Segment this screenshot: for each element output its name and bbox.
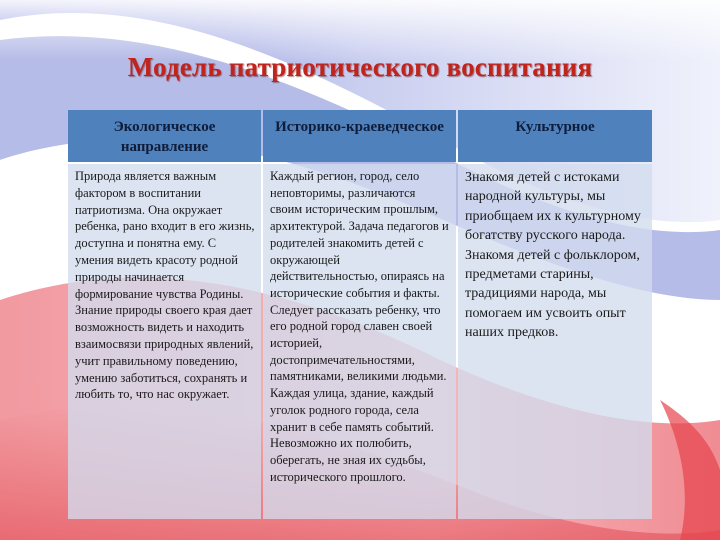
cell-ecological: Природа является важным фактором в воспитании патриотизма. Она окружает ребенка, рано входит в его жизнь, доступна и понятна ему. С умения видеть красоту родной природы начинается формирование чувства Родины. Знание природы своего края дает возможность видеть и находить взаимосвязи природных явлений, учит правильному поведению, умению заботиться, сохранять и любить то, что нас окружает.: [68, 164, 261, 519]
cell-historical: Каждый регион, город, село неповторимы, различаются своим историческим прошлым, архитектурой. Задача педагогов и родителей знакомить детей с окружающей действительностью, опираясь на исторические события и факты. Следует рассказать ребенку, что его родной город славен своей историей, достопримечательностями, памятниками, великими людьми. Каждая улица, здание, каждый уголок родного города, села хранит в себе память событий. Невозможно их полюбить, оберегать, не зная их судьбы, исторического прошлого.: [263, 164, 456, 519]
table-row: [68, 164, 652, 519]
header-ecological: Экологическое направление: [68, 110, 261, 162]
header-historical: Историко-краеведческое: [263, 110, 456, 162]
table-header-row: [68, 110, 652, 162]
model-table: [66, 108, 654, 521]
slide-title: Модель патриотического воспитания: [127, 52, 593, 82]
header-cultural: Культурное: [458, 110, 652, 162]
cell-cultural: Знакомя детей с истоками народной культуры, мы приобщаем их к культурному богатству русского народа. Знакомя детей с фольклором, предметами старины, традициями народа, мы помогаем им усвоить опыт наших предков.: [458, 164, 652, 519]
